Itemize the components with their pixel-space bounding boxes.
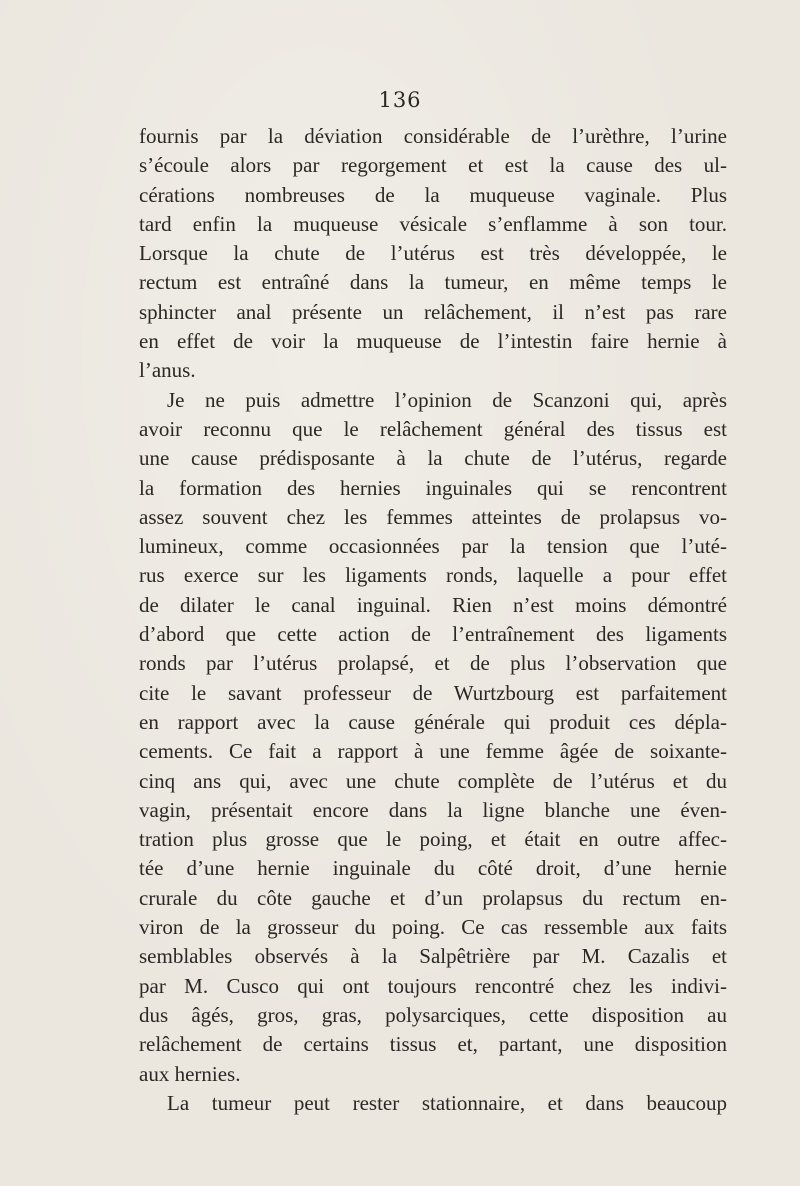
text-line: cite le savant professeur de Wurtzbourg est parfaitement [139,680,727,705]
text-line: en effet de voir la muqueuse de l’intestin faire hernie à [139,329,727,354]
text-line: crurale du côte gauche et d’un prolapsus du rectum en- [139,885,727,910]
text-line: l’anus. [139,358,196,383]
text-line: viron de la grosseur du poing. Ce cas ressemble aux faits [139,915,727,940]
text-line: aux hernies. [139,1061,241,1086]
text-line: de dilater le canal inguinal. Rien n’est moins démontré [139,592,727,617]
text-line: fournis par la déviation considérable de l’urèthre, l’urine [139,124,727,148]
text-line: la formation des hernies inguinales qui se rencontrent [139,475,727,500]
text-line: semblables observés à la Salpêtrière par M. Cazalis et [139,944,727,969]
body-text [139,122,727,1118]
text-line: dus âgés, gros, gras, polysarciques, cette disposition au [139,1002,727,1027]
text-line: rus exerce sur les ligaments ronds, laquelle a pour effet [139,563,727,588]
text-line: par M. Cusco qui ont toujours rencontré chez les indivi- [139,973,727,998]
text-line: Je ne puis admettre l’opinion de Scanzoni qui, après [167,387,727,412]
text-line: avoir reconnu que le relâchement général des tissus est [139,416,727,441]
text-line: tée d’une hernie inguinale du côté droit, d’une hernie [139,856,727,881]
text-line: assez souvent chez les femmes atteintes de prolapsus vo- [139,504,727,529]
text-line: La tumeur peut rester stationnaire, et dans beaucoup [167,1090,727,1115]
page-number: 136 [378,88,422,112]
text-line: tard enfin la muqueuse vésicale s’enflamme à son tour. [139,211,727,236]
text-line: sphincter anal présente un relâchement, il n’est pas rare [139,299,727,324]
text-line: cérations nombreuses de la muqueuse vaginale. Plus [139,182,727,207]
text-line: s’écoule alors par regorgement et est la cause des ul- [139,153,727,178]
text-line: une cause prédisposante à la chute de l’utérus, regarde [139,446,727,471]
text-line: en rapport avec la cause générale qui produit ces dépla- [139,709,727,734]
text-line: ronds par l’utérus prolapsé, et de plus l’observation que [139,651,727,676]
text-line: lumineux, comme occasionnées par la tension que l’uté- [139,534,727,559]
text-line: relâchement de certains tissus et, partant, une disposition [139,1032,727,1057]
text-line: Lorsque la chute de l’utérus est très développée, le [139,241,727,266]
text-line: tration plus grosse que le poing, et était en outre affec- [139,827,727,852]
text-line: cinq ans qui, avec une chute complète de l’utérus et du [139,768,727,793]
text-line: d’abord que cette action de l’entraînement des ligaments [139,622,727,647]
text-line: cements. Ce fait a rapport à une femme âgée de soixante- [139,739,727,764]
text-line: rectum est entraîné dans la tumeur, en même temps le [139,270,727,295]
text-line: vagin, présentait encore dans la ligne blanche une éven- [139,797,727,822]
